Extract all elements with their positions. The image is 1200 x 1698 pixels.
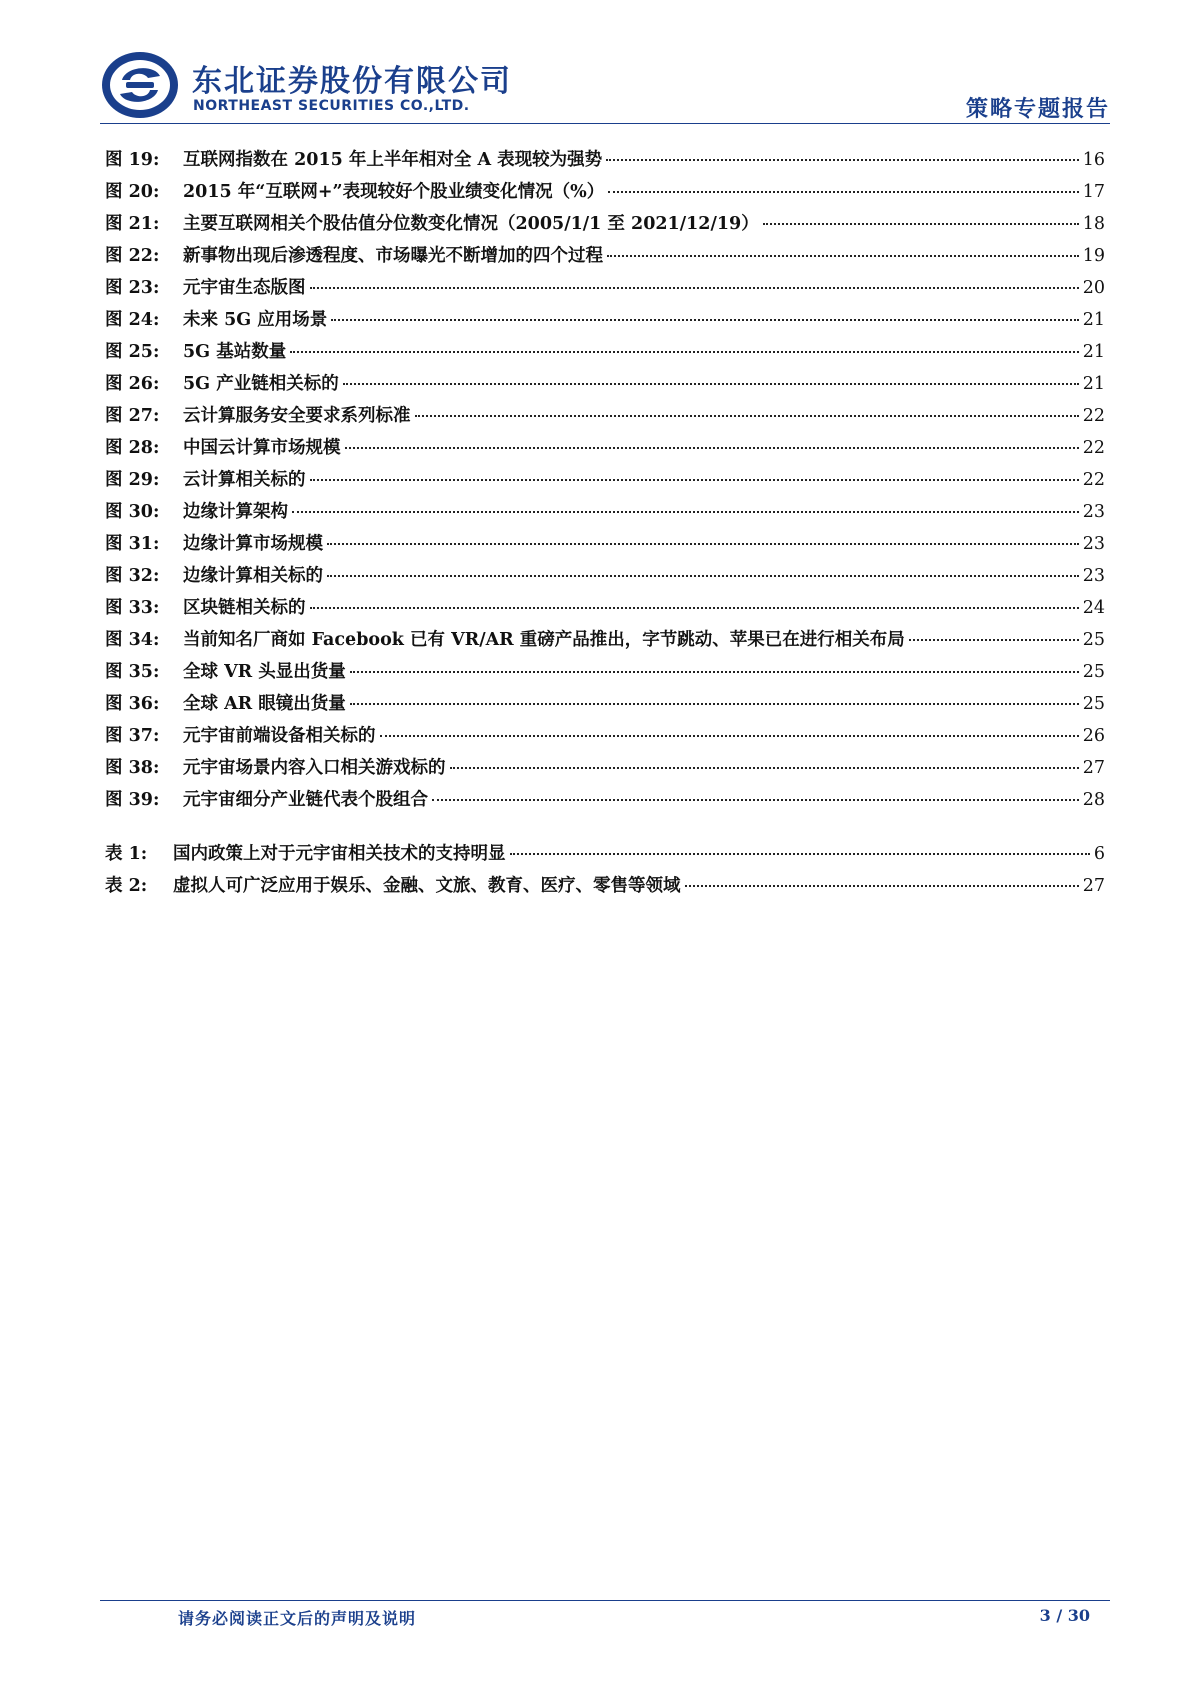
figure-toc-entry[interactable]: [105, 274, 1105, 306]
toc-entry-title: 元宇宙前端设备相关标的: [183, 726, 376, 746]
toc-entry-label: 图 21:: [105, 214, 160, 234]
figure-toc-entry[interactable]: [105, 306, 1105, 338]
figure-toc-entry[interactable]: [105, 530, 1105, 562]
toc-entry-title: 云计算服务安全要求系列标准: [183, 406, 411, 426]
table-toc-entry[interactable]: [105, 872, 1105, 904]
toc-dot-leader: [345, 447, 1079, 449]
toc-entry-page: 26: [1082, 726, 1105, 746]
toc-dot-leader: [327, 575, 1079, 577]
toc-dot-leader: [292, 511, 1079, 513]
toc-entry-label: 图 20:: [105, 182, 160, 202]
toc-entry-page: 25: [1082, 630, 1105, 650]
figure-toc-entry[interactable]: [105, 466, 1105, 498]
toc-entry-page: 21: [1082, 310, 1105, 330]
toc-entry-page: 18: [1082, 214, 1105, 234]
toc-dot-leader: [310, 287, 1079, 289]
toc-dot-leader: [608, 191, 1078, 193]
toc-entry-page: 19: [1082, 246, 1105, 266]
figure-toc-entry[interactable]: [105, 434, 1105, 466]
toc-entry-label: 图 23:: [105, 278, 160, 298]
toc-entry-label: 图 36:: [105, 694, 160, 714]
toc-entry-label: 图 19:: [105, 150, 160, 170]
toc-entry-title: 边缘计算架构: [183, 502, 288, 522]
toc-entry-title: 全球 VR 头显出货量: [183, 662, 346, 682]
toc-dot-leader: [350, 671, 1079, 673]
toc-entry-title: 元宇宙细分产业链代表个股组合: [183, 790, 428, 810]
figure-list: [105, 146, 1105, 818]
page-header: [100, 50, 1110, 122]
company-name-cn: 东北证券股份有限公司: [192, 64, 512, 99]
toc-entry-page: 25: [1082, 662, 1105, 682]
figure-toc-entry[interactable]: [105, 338, 1105, 370]
figure-toc-entry[interactable]: [105, 786, 1105, 818]
toc-entry-page: 21: [1082, 374, 1105, 394]
toc-entry-label: 图 29:: [105, 470, 160, 490]
toc-dot-leader: [510, 853, 1090, 855]
toc-entry-label: 图 38:: [105, 758, 160, 778]
footer-divider: [100, 1600, 1110, 1601]
toc-entry-label: 图 32:: [105, 566, 160, 586]
toc-entry-label: 表 2:: [105, 876, 148, 896]
toc-entry-title: 云计算相关标的: [183, 470, 306, 490]
toc-entry-page: 27: [1082, 876, 1105, 896]
figure-toc-entry[interactable]: [105, 722, 1105, 754]
toc-entry-label: 表 1:: [105, 844, 148, 864]
toc-entry-title: 互联网指数在 2015 年上半年相对全 A 表现较为强势: [183, 150, 603, 170]
figure-toc-entry[interactable]: [105, 754, 1105, 786]
figure-toc-entry[interactable]: [105, 594, 1105, 626]
toc-entry-title: 2015 年“互联网+”表现较好个股业绩变化情况（%）: [183, 182, 605, 202]
figure-toc-entry[interactable]: [105, 146, 1105, 178]
toc-entry-label: 图 39:: [105, 790, 160, 810]
toc-entry-page: 22: [1082, 470, 1105, 490]
toc-entry-page: 25: [1082, 694, 1105, 714]
toc-entry-page: 27: [1082, 758, 1105, 778]
figure-toc-entry[interactable]: [105, 562, 1105, 594]
toc-entry-title: 边缘计算相关标的: [183, 566, 323, 586]
toc-dot-leader: [327, 543, 1079, 545]
toc-dot-leader: [343, 383, 1079, 385]
toc-entry-page: 24: [1082, 598, 1105, 618]
toc-entry-page: 22: [1082, 406, 1105, 426]
figure-toc-entry[interactable]: [105, 242, 1105, 274]
page-number: 3 / 30: [1039, 1606, 1090, 1625]
footer-disclaimer: 请务必阅读正文后的声明及说明: [178, 1609, 417, 1628]
toc-entry-page: 16: [1082, 150, 1105, 170]
figure-toc-entry[interactable]: [105, 690, 1105, 722]
toc-dot-leader: [310, 607, 1079, 609]
table-list: [105, 840, 1105, 904]
toc-entry-page: 6: [1093, 844, 1105, 864]
toc-entry-label: 图 35:: [105, 662, 160, 682]
toc-entry-title: 全球 AR 眼镜出货量: [183, 694, 346, 714]
toc-dot-leader: [607, 255, 1079, 257]
toc-dot-leader: [763, 223, 1079, 225]
toc-entry-label: 图 28:: [105, 438, 160, 458]
toc-dot-leader: [310, 479, 1079, 481]
figure-toc-entry[interactable]: [105, 210, 1105, 242]
toc-entry-title: 国内政策上对于元宇宙相关技术的支持明显: [173, 844, 506, 864]
figure-toc-entry[interactable]: [105, 402, 1105, 434]
toc-entry-title: 区块链相关标的: [183, 598, 306, 618]
toc-entry-page: 17: [1082, 182, 1105, 202]
toc-entry-title: 主要互联网相关个股估值分位数变化情况（2005/1/1 至 2021/12/19）: [183, 214, 759, 234]
toc-dot-leader: [415, 415, 1079, 417]
toc-entry-label: 图 30:: [105, 502, 160, 522]
toc-entry-label: 图 33:: [105, 598, 160, 618]
toc-entry-label: 图 26:: [105, 374, 160, 394]
toc-entry-label: 图 34:: [105, 630, 160, 650]
toc-dot-leader: [432, 799, 1079, 801]
toc-entry-label: 图 37:: [105, 726, 160, 746]
toc-dot-leader: [606, 159, 1079, 161]
toc-entry-title: 虚拟人可广泛应用于娱乐、金融、文旅、教育、医疗、零售等领域: [173, 876, 681, 896]
northeast-securities-logo-icon: [100, 50, 180, 120]
toc-entry-title: 未来 5G 应用场景: [183, 310, 328, 330]
toc-dot-leader: [685, 885, 1079, 887]
toc-entry-title: 中国云计算市场规模: [183, 438, 341, 458]
toc-entry-title: 元宇宙生态版图: [183, 278, 306, 298]
figure-toc-entry[interactable]: [105, 498, 1105, 530]
toc-entry-title: 5G 基站数量: [183, 342, 287, 362]
table-toc-entry[interactable]: [105, 840, 1105, 872]
toc-entry-title: 元宇宙场景内容入口相关游戏标的: [183, 758, 446, 778]
toc-dot-leader: [380, 735, 1079, 737]
toc-entry-label: 图 31:: [105, 534, 160, 554]
toc-entry-page: 22: [1082, 438, 1105, 458]
toc-entry-title: 新事物出现后渗透程度、市场曝光不断增加的四个过程: [183, 246, 603, 266]
toc-entry-page: 23: [1082, 566, 1105, 586]
figure-toc-entry[interactable]: [105, 370, 1105, 402]
figure-toc-entry[interactable]: [105, 626, 1105, 658]
toc-entry-page: 28: [1082, 790, 1105, 810]
toc-dot-leader: [909, 639, 1079, 641]
toc-entry-page: 23: [1082, 502, 1105, 522]
company-name-en: NORTHEAST SECURITIES CO.,LTD.: [193, 98, 470, 114]
figure-toc-entry[interactable]: [105, 178, 1105, 210]
toc-dot-leader: [331, 319, 1078, 321]
toc-entry-page: 23: [1082, 534, 1105, 554]
toc-entry-page: 20: [1082, 278, 1105, 298]
toc-entry-title: 当前知名厂商如 Facebook 已有 VR/AR 重磅产品推出，字节跳动、苹果已在进行相关布局: [183, 630, 905, 650]
toc-entry-label: 图 24:: [105, 310, 160, 330]
toc-entry-label: 图 25:: [105, 342, 160, 362]
toc-entry-title: 5G 产业链相关标的: [183, 374, 339, 394]
toc-entry-label: 图 22:: [105, 246, 160, 266]
toc-entry-page: 21: [1082, 342, 1105, 362]
toc-dot-leader: [350, 703, 1079, 705]
toc-entry-title: 边缘计算市场规模: [183, 534, 323, 554]
report-type-label: 策略专题报告: [965, 97, 1110, 122]
header-divider: [100, 123, 1110, 124]
toc-dot-leader: [450, 767, 1079, 769]
figure-toc-entry[interactable]: [105, 658, 1105, 690]
toc-entry-label: 图 27:: [105, 406, 160, 426]
toc-dot-leader: [290, 351, 1079, 353]
